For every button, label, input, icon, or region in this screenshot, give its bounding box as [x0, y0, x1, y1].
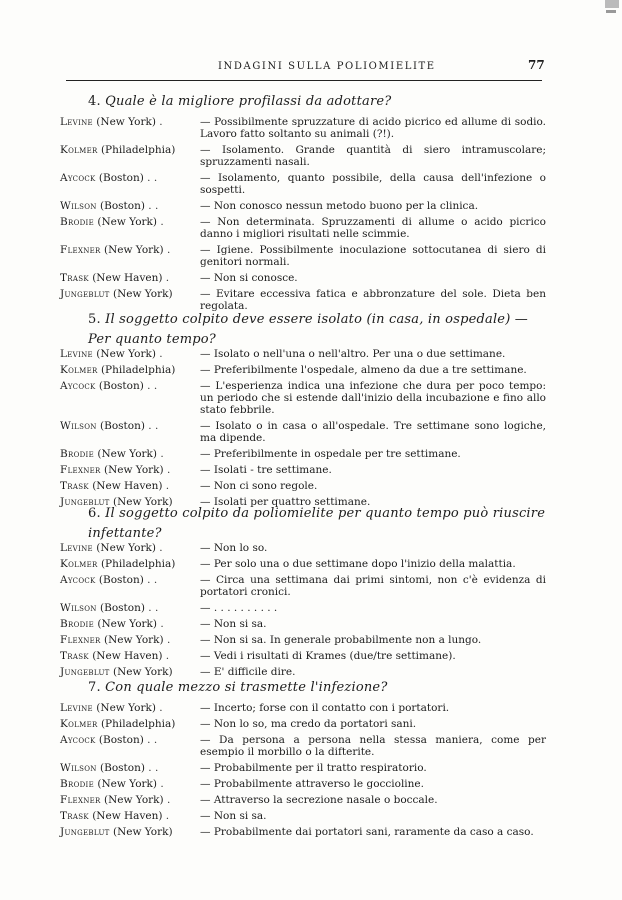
answer-text: — Isolati - tre settimane. [200, 464, 332, 476]
leader-dots: . [163, 634, 171, 646]
answer-text: — Non si conosce. [200, 272, 298, 284]
answer-text: — Da persona a persona nella stessa maniera, come per esempio il morbillo o la difterite. [200, 734, 546, 758]
respondent-place: (New York) [103, 634, 164, 646]
respondent-place: (New York) [112, 288, 173, 300]
respondent [60, 666, 200, 678]
answer-list [60, 116, 546, 316]
answer-text: — Igiene. Possibilmente inoculazione sottocutanea di siero di genitori normali. [200, 244, 546, 268]
answer-entry [60, 464, 546, 476]
respondent-name: Aycock [60, 172, 96, 184]
respondent [60, 244, 200, 256]
respondent-place: (Boston) [100, 762, 145, 774]
respondent [60, 810, 200, 822]
answer-entry [60, 666, 546, 678]
leader-dots: . . [144, 420, 159, 432]
respondent-place: (New York) [97, 448, 158, 460]
respondent [60, 272, 200, 284]
answer-text: — Isolato o nell'una o nell'altro. Per una o due settimane. [200, 348, 506, 360]
respondent [60, 558, 200, 570]
answer-entry [60, 718, 546, 730]
respondent-name: Jungeblut [60, 288, 110, 300]
respondent-name: Trask [60, 480, 89, 492]
leader-dots: . [162, 480, 170, 492]
leader-dots: . [157, 216, 164, 228]
leader-dots: . [157, 618, 164, 630]
leader-dots: . [162, 272, 170, 284]
respondent-name: Jungeblut [60, 666, 110, 678]
answer-text: — Isolati per quattro settimane. [200, 496, 371, 508]
respondent-place: (New York) [96, 702, 156, 714]
respondent-place: (New York) [96, 116, 156, 128]
respondent-place: (New York) [112, 826, 173, 838]
leader-dots: . [157, 448, 164, 460]
respondent [60, 634, 200, 646]
scan-edge-mark [605, 0, 619, 8]
answer-entry [60, 144, 546, 168]
header-rule [66, 80, 542, 81]
respondent-place: (New York) [112, 496, 173, 508]
leader-dots: . [155, 348, 163, 360]
respondent [60, 380, 200, 392]
answer-entry [60, 794, 546, 806]
respondent [60, 618, 200, 630]
answer-text: — Probabilmente per il tratto respiratorio. [200, 762, 427, 774]
leader-dots: . . [143, 380, 158, 392]
scan-edge-mark [606, 10, 616, 13]
answer-entry [60, 542, 546, 554]
answer-entry [60, 172, 546, 196]
leader-dots: . . [144, 762, 159, 774]
respondent [60, 650, 200, 662]
answer-text: — Probabilmente dai portatori sani, raramente da caso a caso. [200, 826, 534, 838]
respondent [60, 574, 200, 586]
respondent [60, 762, 200, 774]
answer-text: — Per solo una o due settimane dopo l'inizio della malattia. [200, 558, 516, 570]
question-number: 7. [88, 680, 101, 695]
respondent-place: (Philadelphia) [100, 558, 176, 570]
answer-entry [60, 650, 546, 662]
question-heading [88, 92, 542, 112]
respondent-name: Flexner [60, 464, 101, 476]
respondent-place: (Philadelphia) [100, 144, 176, 156]
answer-entry [60, 574, 546, 598]
respondent-place: (Boston) [98, 574, 144, 586]
question-heading [88, 504, 550, 544]
respondent-place: (New York) [112, 666, 173, 678]
answer-text: — Isolamento, quanto possibile, della causa dell'infezione o sospetti. [200, 172, 546, 196]
respondent-name: Jungeblut [60, 496, 110, 508]
leader-dots: . . [144, 602, 159, 614]
respondent-place: (New Haven) [92, 810, 163, 822]
respondent [60, 826, 200, 838]
answer-entry [60, 272, 546, 284]
answer-text: — Non si sa. In generale probabilmente non a lungo. [200, 634, 482, 646]
leader-dots: . . [143, 172, 158, 184]
respondent-name: Kolmer [60, 364, 98, 376]
question-number: 5. [88, 312, 101, 327]
leader-dots: . [163, 244, 171, 256]
answer-text: — Non si sa. [200, 810, 267, 822]
respondent-name: Wilson [60, 762, 97, 774]
leader-dots: . [155, 702, 163, 714]
running-head [0, 58, 622, 76]
respondent-name: Aycock [60, 380, 96, 392]
question-text: Quale è la migliore profilassi da adottare? [105, 94, 392, 109]
respondent [60, 542, 200, 554]
respondent [60, 172, 200, 184]
answer-text: — Incerto; forse con il contatto con i portatori. [200, 702, 450, 714]
respondent-name: Brodie [60, 448, 95, 460]
respondent-name: Flexner [60, 794, 101, 806]
respondent-place: (New York) [96, 542, 156, 554]
respondent-name: Levine [60, 702, 93, 714]
respondent [60, 216, 200, 228]
leader-dots: . [155, 116, 163, 128]
respondent-name: Kolmer [60, 718, 98, 730]
respondent-name: Aycock [60, 574, 96, 586]
leader-dots: . [163, 794, 171, 806]
answer-text: — Vedi i risultati di Krames (due/tre settimane). [200, 650, 456, 662]
respondent-place: (New York) [97, 216, 158, 228]
respondent [60, 702, 200, 714]
respondent-place: (Boston) [98, 734, 144, 746]
respondent-place: (New Haven) [92, 480, 163, 492]
answer-text: — Non lo so, ma credo da portatori sani. [200, 718, 417, 730]
respondent-name: Aycock [60, 734, 96, 746]
respondent [60, 778, 200, 790]
answer-list [60, 348, 546, 512]
respondent-place: (New Haven) [92, 272, 163, 284]
respondent-place: (New York) [103, 244, 164, 256]
respondent-name: Brodie [60, 216, 95, 228]
answer-entry [60, 364, 546, 376]
respondent-place: (Boston) [98, 380, 144, 392]
respondent [60, 364, 200, 376]
respondent-name: Flexner [60, 634, 101, 646]
respondent [60, 602, 200, 614]
respondent-name: Wilson [60, 602, 97, 614]
question-number: 4. [88, 94, 101, 109]
leader-dots: . . [143, 734, 158, 746]
answer-entry [60, 448, 546, 460]
answer-entry [60, 200, 546, 212]
answer-entry [60, 420, 546, 444]
respondent-name: Levine [60, 542, 93, 554]
respondent-place: (Philadelphia) [100, 718, 176, 730]
respondent [60, 200, 200, 212]
respondent-name: Trask [60, 810, 89, 822]
respondent [60, 144, 200, 156]
answer-text: — Possibilmente spruzzature di acido picrico ed allume di sodio. Lavoro fatto soltanto su animali (?!). [200, 116, 546, 140]
page-number: 77 [528, 58, 545, 72]
respondent-place: (New York) [103, 464, 164, 476]
answer-text: — Non ci sono regole. [200, 480, 318, 492]
respondent-name: Kolmer [60, 144, 98, 156]
question-text: Il soggetto colpito da poliomielite per quanto tempo può riuscire infettante? [88, 506, 546, 541]
answer-text: — Circa una settimana dai primi sintomi, non c'è evidenza di portatori cronici. [200, 574, 546, 598]
respondent-name: Flexner [60, 244, 101, 256]
respondent-place: (New Haven) [92, 650, 163, 662]
answer-entry [60, 216, 546, 240]
respondent-place: (Philadelphia) [100, 364, 176, 376]
answer-list [60, 542, 546, 682]
respondent-name: Brodie [60, 618, 95, 630]
respondent-place: (New York) [103, 794, 164, 806]
respondent-place: (Boston) [100, 602, 145, 614]
leader-dots: . [157, 778, 164, 790]
question-heading [88, 310, 550, 350]
leader-dots: . . [143, 574, 158, 586]
answer-text: — . . . . . . . . . . [200, 602, 278, 614]
answer-text: — Preferibilmente l'ospedale, almeno da due a tre settimane. [200, 364, 527, 376]
answer-text: — Isolamento. Grande quantità di siero intramuscolare; spruzzamenti nasali. [200, 144, 546, 168]
leader-dots: . . [144, 200, 159, 212]
answer-entry [60, 288, 546, 312]
answer-text: — L'esperienza indica una infezione che dura per poco tempo: un periodo che si estende dall'inizio della incubazione e fino allo stato febbrile. [200, 380, 546, 416]
answer-text: — E' difficile dire. [200, 666, 296, 678]
respondent [60, 794, 200, 806]
respondent [60, 420, 200, 432]
respondent-name: Wilson [60, 200, 97, 212]
respondent-place: (Boston) [100, 200, 145, 212]
answer-text: — Attraverso la secrezione nasale o boccale. [200, 794, 438, 806]
respondent-name: Wilson [60, 420, 97, 432]
answer-entry [60, 116, 546, 140]
respondent-name: Levine [60, 116, 93, 128]
answer-entry [60, 480, 546, 492]
answer-text: — Non determinata. Spruzzamenti di allume o acido picrico danno i migliori risultati nelle scimmie. [200, 216, 546, 240]
answer-text: — Non si sa. [200, 618, 267, 630]
leader-dots: . [163, 464, 171, 476]
question-number: 6. [88, 506, 101, 521]
answer-entry [60, 348, 546, 360]
answer-entry [60, 778, 546, 790]
answer-text: — Non conosco nessun metodo buono per la clinica. [200, 200, 479, 212]
respondent-place: (New York) [97, 618, 158, 630]
answer-entry [60, 762, 546, 774]
answer-entry [60, 244, 546, 268]
answer-entry [60, 810, 546, 822]
respondent-name: Brodie [60, 778, 95, 790]
respondent-place: (New York) [97, 778, 158, 790]
answer-entry [60, 826, 546, 838]
leader-dots: . [162, 650, 170, 662]
answer-entry [60, 734, 546, 758]
leader-dots: . [155, 542, 163, 554]
answer-text: — Non lo so. [200, 542, 268, 554]
answer-entry [60, 602, 546, 614]
respondent [60, 288, 200, 300]
answer-list [60, 702, 546, 842]
respondent-name: Trask [60, 272, 89, 284]
answer-entry [60, 558, 546, 570]
answer-entry [60, 380, 546, 416]
respondent [60, 718, 200, 730]
respondent [60, 734, 200, 746]
respondent [60, 348, 200, 360]
respondent-name: Trask [60, 650, 89, 662]
running-head-title: INDAGINI SULLA POLIOMIELITE [218, 61, 436, 72]
leader-dots: . [162, 810, 170, 822]
question-text: Con quale mezzo si trasmette l'infezione? [105, 680, 388, 695]
question-text: Il soggetto colpito deve essere isolato (in casa, in ospedale) — Per quanto tempo? [88, 312, 529, 347]
respondent [60, 480, 200, 492]
respondent [60, 448, 200, 460]
answer-entry [60, 618, 546, 630]
respondent-name: Levine [60, 348, 93, 360]
answer-entry [60, 634, 546, 646]
respondent-place: (Boston) [100, 420, 145, 432]
answer-entry [60, 702, 546, 714]
respondent [60, 464, 200, 476]
answer-text: — Evitare eccessiva fatica e abbronzature del sole. Dieta ben regolata. [200, 288, 546, 312]
answer-text: — Preferibilmente in ospedale per tre settimane. [200, 448, 461, 460]
respondent-place: (Boston) [98, 172, 144, 184]
respondent-name: Jungeblut [60, 826, 110, 838]
answer-text: — Isolato o in casa o all'ospedale. Tre settimane sono logiche, ma dipende. [200, 420, 546, 444]
respondent [60, 116, 200, 128]
question-heading [88, 678, 542, 698]
respondent-name: Kolmer [60, 558, 98, 570]
answer-text: — Probabilmente attraverso le goccioline. [200, 778, 424, 790]
respondent-place: (New York) [96, 348, 156, 360]
